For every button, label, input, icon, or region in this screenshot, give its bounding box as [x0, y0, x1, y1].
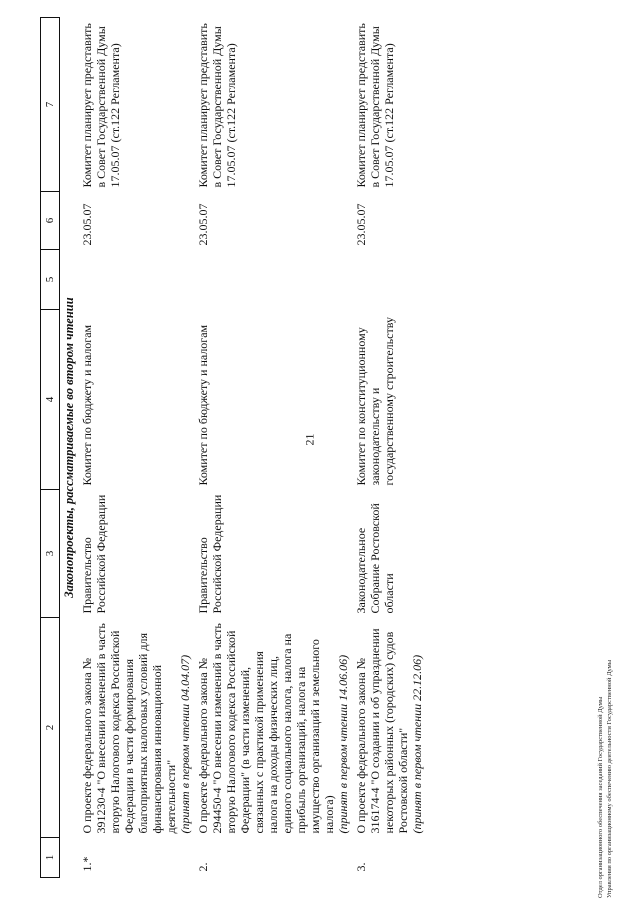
footer-line: Управления по организационному обеспечению деятельности Государственной Думы	[606, 659, 613, 898]
footer-line: Отдел организационного обеспечения заседаний Государственной Думы	[597, 696, 604, 898]
column-number: 3	[41, 490, 60, 618]
date: 23.05.07	[354, 203, 368, 246]
committee: Комитет по бюджету и налогам	[196, 324, 210, 486]
col5-cell	[78, 250, 194, 310]
first-reading-note: (принят в первом чтении 04.04.07)	[178, 654, 192, 834]
section-heading-row	[60, 18, 79, 878]
column-number: 1	[41, 838, 60, 878]
item-number: 3.	[354, 862, 368, 872]
section-title: Законопроекты, рассматриваемые во втором чтении	[62, 297, 76, 598]
bill-title: О проекте федерального закона № 391230-4 "О внесении изменений в часть вторую Налогового кодекса Российской Федерации в части формирования благоприятных налоговых условий для финансирования инновационной деятельности"	[80, 623, 178, 834]
initiator: Правительство Российской Федерации	[196, 494, 224, 614]
initiator: Законодательное Собрание Ростовской области	[354, 503, 396, 614]
column-number-row	[41, 18, 60, 878]
bill-title: О проекте федерального закона № 294450-4 "О внесении изменений в часть вторую Налогового кодекса Российской Федерации" (в части изменений, связанных с практикой применения налога на доходы физических лиц, единого социального налога, налога на прибыль организаций, налога на имущество организаций и земельного налога)	[196, 623, 336, 834]
column-number: 6	[41, 192, 60, 250]
col5-cell	[352, 250, 426, 310]
comment: Комитет планирует представить в Совет Государственной Думы 17.05.07 (ст.122 Регламента)	[196, 23, 238, 188]
page-number: 21	[302, 433, 317, 446]
item-number: 1.*	[80, 856, 94, 872]
column-number: 7	[41, 18, 60, 192]
comment: Комитет планирует представить в Совет Государственной Думы 17.05.07 (ст.122 Регламента)	[354, 23, 396, 188]
first-reading-note: (принят в первом чтении 14.06.06)	[336, 654, 350, 834]
first-reading-note: (принят в первом чтении 22.12.06)	[410, 654, 424, 834]
footer	[596, 568, 614, 898]
col5-cell	[194, 250, 352, 310]
table-row	[194, 18, 352, 878]
bill-description	[352, 618, 426, 838]
committee: Комитет по бюджету и налогам	[80, 324, 94, 486]
item-number: 2.	[196, 862, 210, 872]
bill-description	[78, 618, 194, 838]
initiator: Правительство Российской Федерации	[80, 494, 108, 614]
column-number: 4	[41, 310, 60, 490]
table-row	[78, 18, 194, 878]
date: 23.05.07	[196, 203, 210, 246]
table-row	[352, 18, 426, 878]
committee: Комитет по конституционному законодательству и государственному строительству	[354, 317, 396, 486]
agenda-sheet	[40, 18, 640, 878]
column-number: 5	[41, 250, 60, 310]
column-number: 2	[41, 618, 60, 838]
date: 23.05.07	[80, 203, 94, 246]
comment: Комитет планирует представить в Совет Государственной Думы 17.05.07 (ст.122 Регламента)	[80, 23, 122, 188]
bill-description	[194, 618, 352, 838]
bill-title: О проекте федерального закона № 316174-4 "О создании и об упразднении некоторых районных (городских) судов Ростовской области"	[354, 628, 410, 834]
agenda-table	[40, 17, 426, 878]
